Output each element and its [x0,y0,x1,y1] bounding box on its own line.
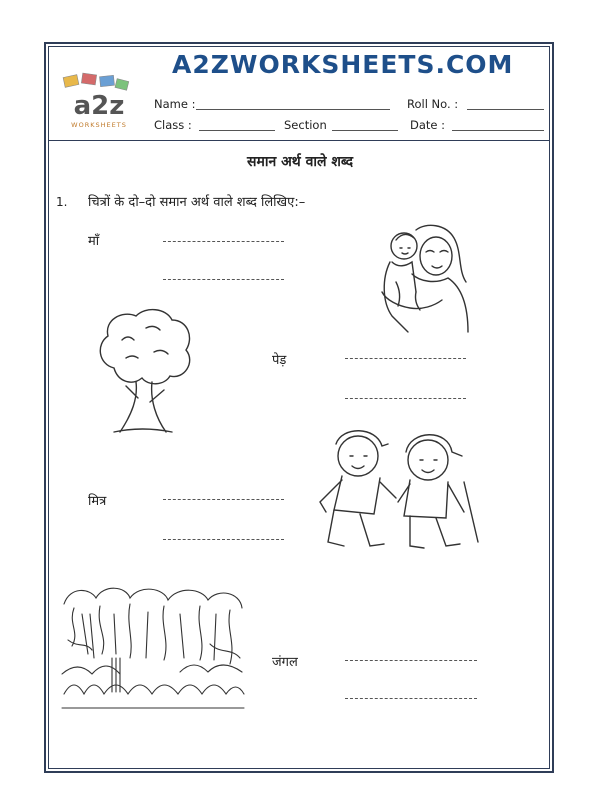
answer-blank[interactable] [345,660,477,661]
worksheet-title: समान अर्थ वाले शब्द [246,154,353,170]
answer-blank[interactable] [163,499,284,500]
section-label: Section [284,118,327,132]
question-text: चित्रों के दो–दो समान अर्थ वाले शब्द लिखिए:– [88,195,306,210]
word-mother: माँ [88,234,100,249]
answer-blank[interactable] [345,358,466,359]
roll-label: Roll No. : [407,97,459,111]
svg-text:WORKSHEETS: WORKSHEETS [71,121,127,129]
word-friend: मित्र [88,494,107,509]
answer-blank[interactable] [163,279,284,280]
answer-blank[interactable] [163,241,284,242]
answer-blank[interactable] [345,398,466,399]
date-blank[interactable] [452,130,544,131]
mother-child-image [376,222,470,334]
answer-blank[interactable] [345,698,477,699]
friends-image [314,422,482,556]
tree-image [92,306,196,438]
word-tree: पेड़ [272,353,287,368]
section-blank[interactable] [332,130,398,131]
date-label: Date : [410,118,446,132]
answer-blank[interactable] [163,539,284,540]
brand-title: A2ZWORKSHEETS.COM [172,50,514,79]
name-blank[interactable] [196,109,390,110]
jungle-image [60,584,246,714]
name-label: Name : [154,97,196,111]
class-label: Class : [154,118,192,132]
svg-text:a2z: a2z [73,91,125,121]
header-divider [48,140,550,141]
a2z-logo [58,72,140,134]
roll-blank[interactable] [467,109,544,110]
class-blank[interactable] [199,130,275,131]
word-jungle: जंगल [272,655,298,670]
question-number: 1. [56,195,68,209]
